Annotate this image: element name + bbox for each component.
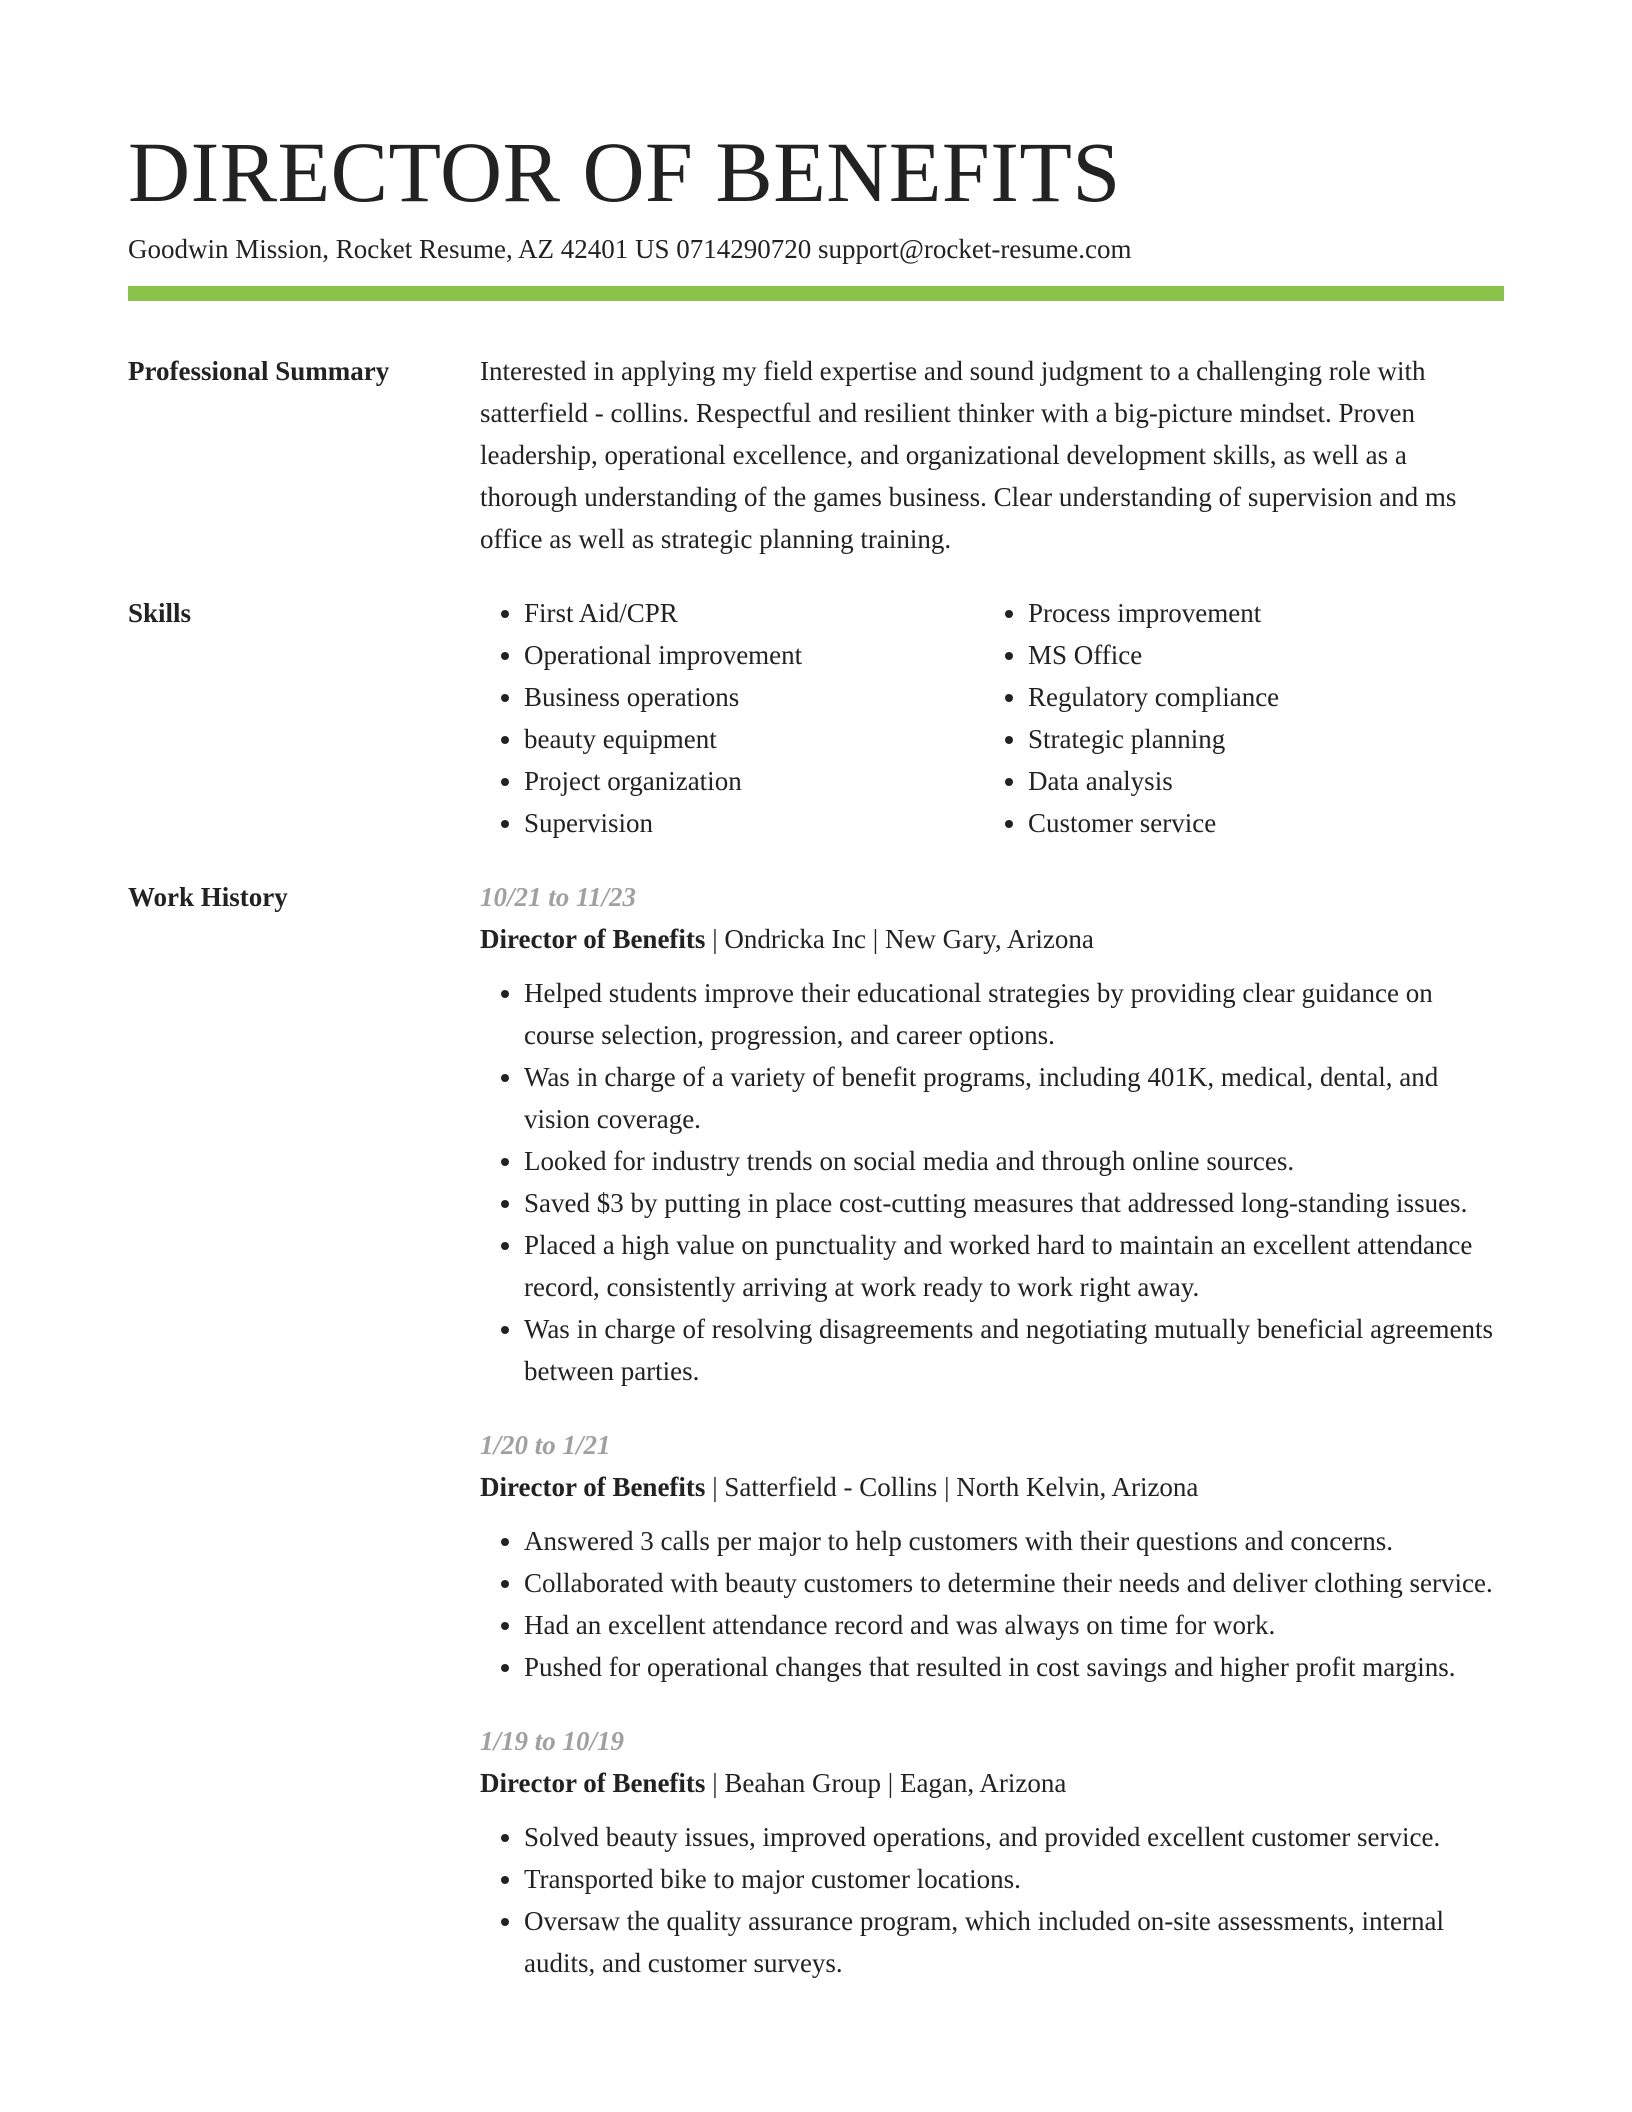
skill-item: • beauty equipment bbox=[524, 718, 984, 760]
skill-item: • Strategic planning bbox=[1028, 718, 1488, 760]
job-separator: | bbox=[705, 1472, 725, 1502]
skills-list-right bbox=[984, 592, 1488, 844]
job-entry bbox=[480, 1424, 1504, 1688]
accent-divider bbox=[128, 286, 1504, 301]
job-heading bbox=[480, 1466, 1504, 1508]
job-dates: 1/19 to 10/19 bbox=[480, 1726, 625, 1756]
summary-text: Interested in applying my field expertise and sound judgment to a challenging role with satterfield - collins. Respectful and resilient thinker with a big-picture mindset. Proven leadership, operational excellence, and organizational development skills, as well as a thorough understanding of the games business. Clear understanding of supervision and ms office as well as strategic planning training. bbox=[480, 356, 1457, 554]
job-dates: 1/20 to 1/21 bbox=[480, 1430, 611, 1460]
job-title: Director of Benefits bbox=[480, 924, 706, 954]
skill-item: • Operational improvement bbox=[524, 634, 984, 676]
job-bullets bbox=[480, 1816, 1504, 1984]
job-bullet: • Saved $3 by putting in place cost-cutting measures that addressed long-standing issues. bbox=[524, 1182, 1504, 1224]
job-bullet: • Oversaw the quality assurance program, which included on-site assessments, internal audits, and customer surveys. bbox=[524, 1900, 1504, 1984]
job-separator: | bbox=[937, 1472, 957, 1502]
job-location: Eagan, Arizona bbox=[899, 1768, 1067, 1798]
job-company: Ondricka Inc bbox=[724, 924, 867, 954]
job-location: North Kelvin, Arizona bbox=[956, 1472, 1199, 1502]
skill-item: • Supervision bbox=[524, 802, 984, 844]
section-label-work-history: Work History bbox=[128, 882, 288, 912]
job-title: Director of Benefits bbox=[480, 1472, 706, 1502]
skills-list-left bbox=[480, 592, 984, 844]
job-company: Beahan Group bbox=[724, 1768, 882, 1798]
skill-item: • Data analysis bbox=[1028, 760, 1488, 802]
job-bullets bbox=[480, 972, 1504, 1392]
job-bullet: • Transported bike to major customer locations. bbox=[524, 1858, 1504, 1900]
job-entry bbox=[480, 1720, 1504, 1984]
job-bullet: • Was in charge of resolving disagreements and negotiating mutually beneficial agreements between parties. bbox=[524, 1308, 1504, 1392]
job-separator: | bbox=[705, 1768, 725, 1798]
job-location: New Gary, Arizona bbox=[884, 924, 1094, 954]
skill-item: • MS Office bbox=[1028, 634, 1488, 676]
job-bullet: • Answered 3 calls per major to help customers with their questions and concerns. bbox=[524, 1520, 1504, 1562]
skill-item: • Regulatory compliance bbox=[1028, 676, 1488, 718]
job-bullet: • Was in charge of a variety of benefit programs, including 401K, medical, dental, and vision coverage. bbox=[524, 1056, 1504, 1140]
work-history-section bbox=[128, 876, 1504, 2016]
job-bullet: • Collaborated with beauty customers to determine their needs and deliver clothing service. bbox=[524, 1562, 1504, 1604]
job-bullet: • Looked for industry trends on social media and through online sources. bbox=[524, 1140, 1504, 1182]
job-bullet: • Placed a high value on punctuality and worked hard to maintain an excellent attendance record, consistently arriving at work ready to work right away. bbox=[524, 1224, 1504, 1308]
skill-item: • Business operations bbox=[524, 676, 984, 718]
skill-item: • Customer service bbox=[1028, 802, 1488, 844]
job-separator: | bbox=[866, 924, 885, 954]
job-dates: 10/21 to 11/23 bbox=[480, 882, 637, 912]
job-separator: | bbox=[881, 1768, 900, 1798]
section-label-summary: Professional Summary bbox=[128, 356, 390, 386]
job-bullet: • Pushed for operational changes that resulted in cost savings and higher profit margins. bbox=[524, 1646, 1504, 1688]
professional-summary-section bbox=[128, 350, 1504, 560]
job-bullet: • Had an excellent attendance record and was always on time for work. bbox=[524, 1604, 1504, 1646]
skill-item: • Project organization bbox=[524, 760, 984, 802]
job-bullet: • Solved beauty issues, improved operations, and provided excellent customer service. bbox=[524, 1816, 1504, 1858]
job-bullet: • Helped students improve their educational strategies by providing clear guidance on course selection, progression, and career options. bbox=[524, 972, 1504, 1056]
section-label-skills: Skills bbox=[128, 598, 192, 628]
job-heading bbox=[480, 918, 1504, 960]
resume-title: DIRECTOR OF BENEFITS bbox=[128, 124, 1121, 220]
job-bullets bbox=[480, 1520, 1504, 1688]
contact-line: Goodwin Mission, Rocket Resume, AZ 42401 US 0714290720 support@rocket-resume.com bbox=[128, 234, 1132, 264]
job-title: Director of Benefits bbox=[480, 1768, 706, 1798]
job-separator: | bbox=[705, 924, 725, 954]
skill-item: • First Aid/CPR bbox=[524, 592, 984, 634]
skills-section bbox=[128, 592, 1504, 844]
job-company: Satterfield - Collins bbox=[724, 1472, 938, 1502]
job-entry bbox=[480, 876, 1504, 1392]
resume-content bbox=[128, 350, 1504, 2048]
job-heading bbox=[480, 1762, 1504, 1804]
skill-item: • Process improvement bbox=[1028, 592, 1488, 634]
